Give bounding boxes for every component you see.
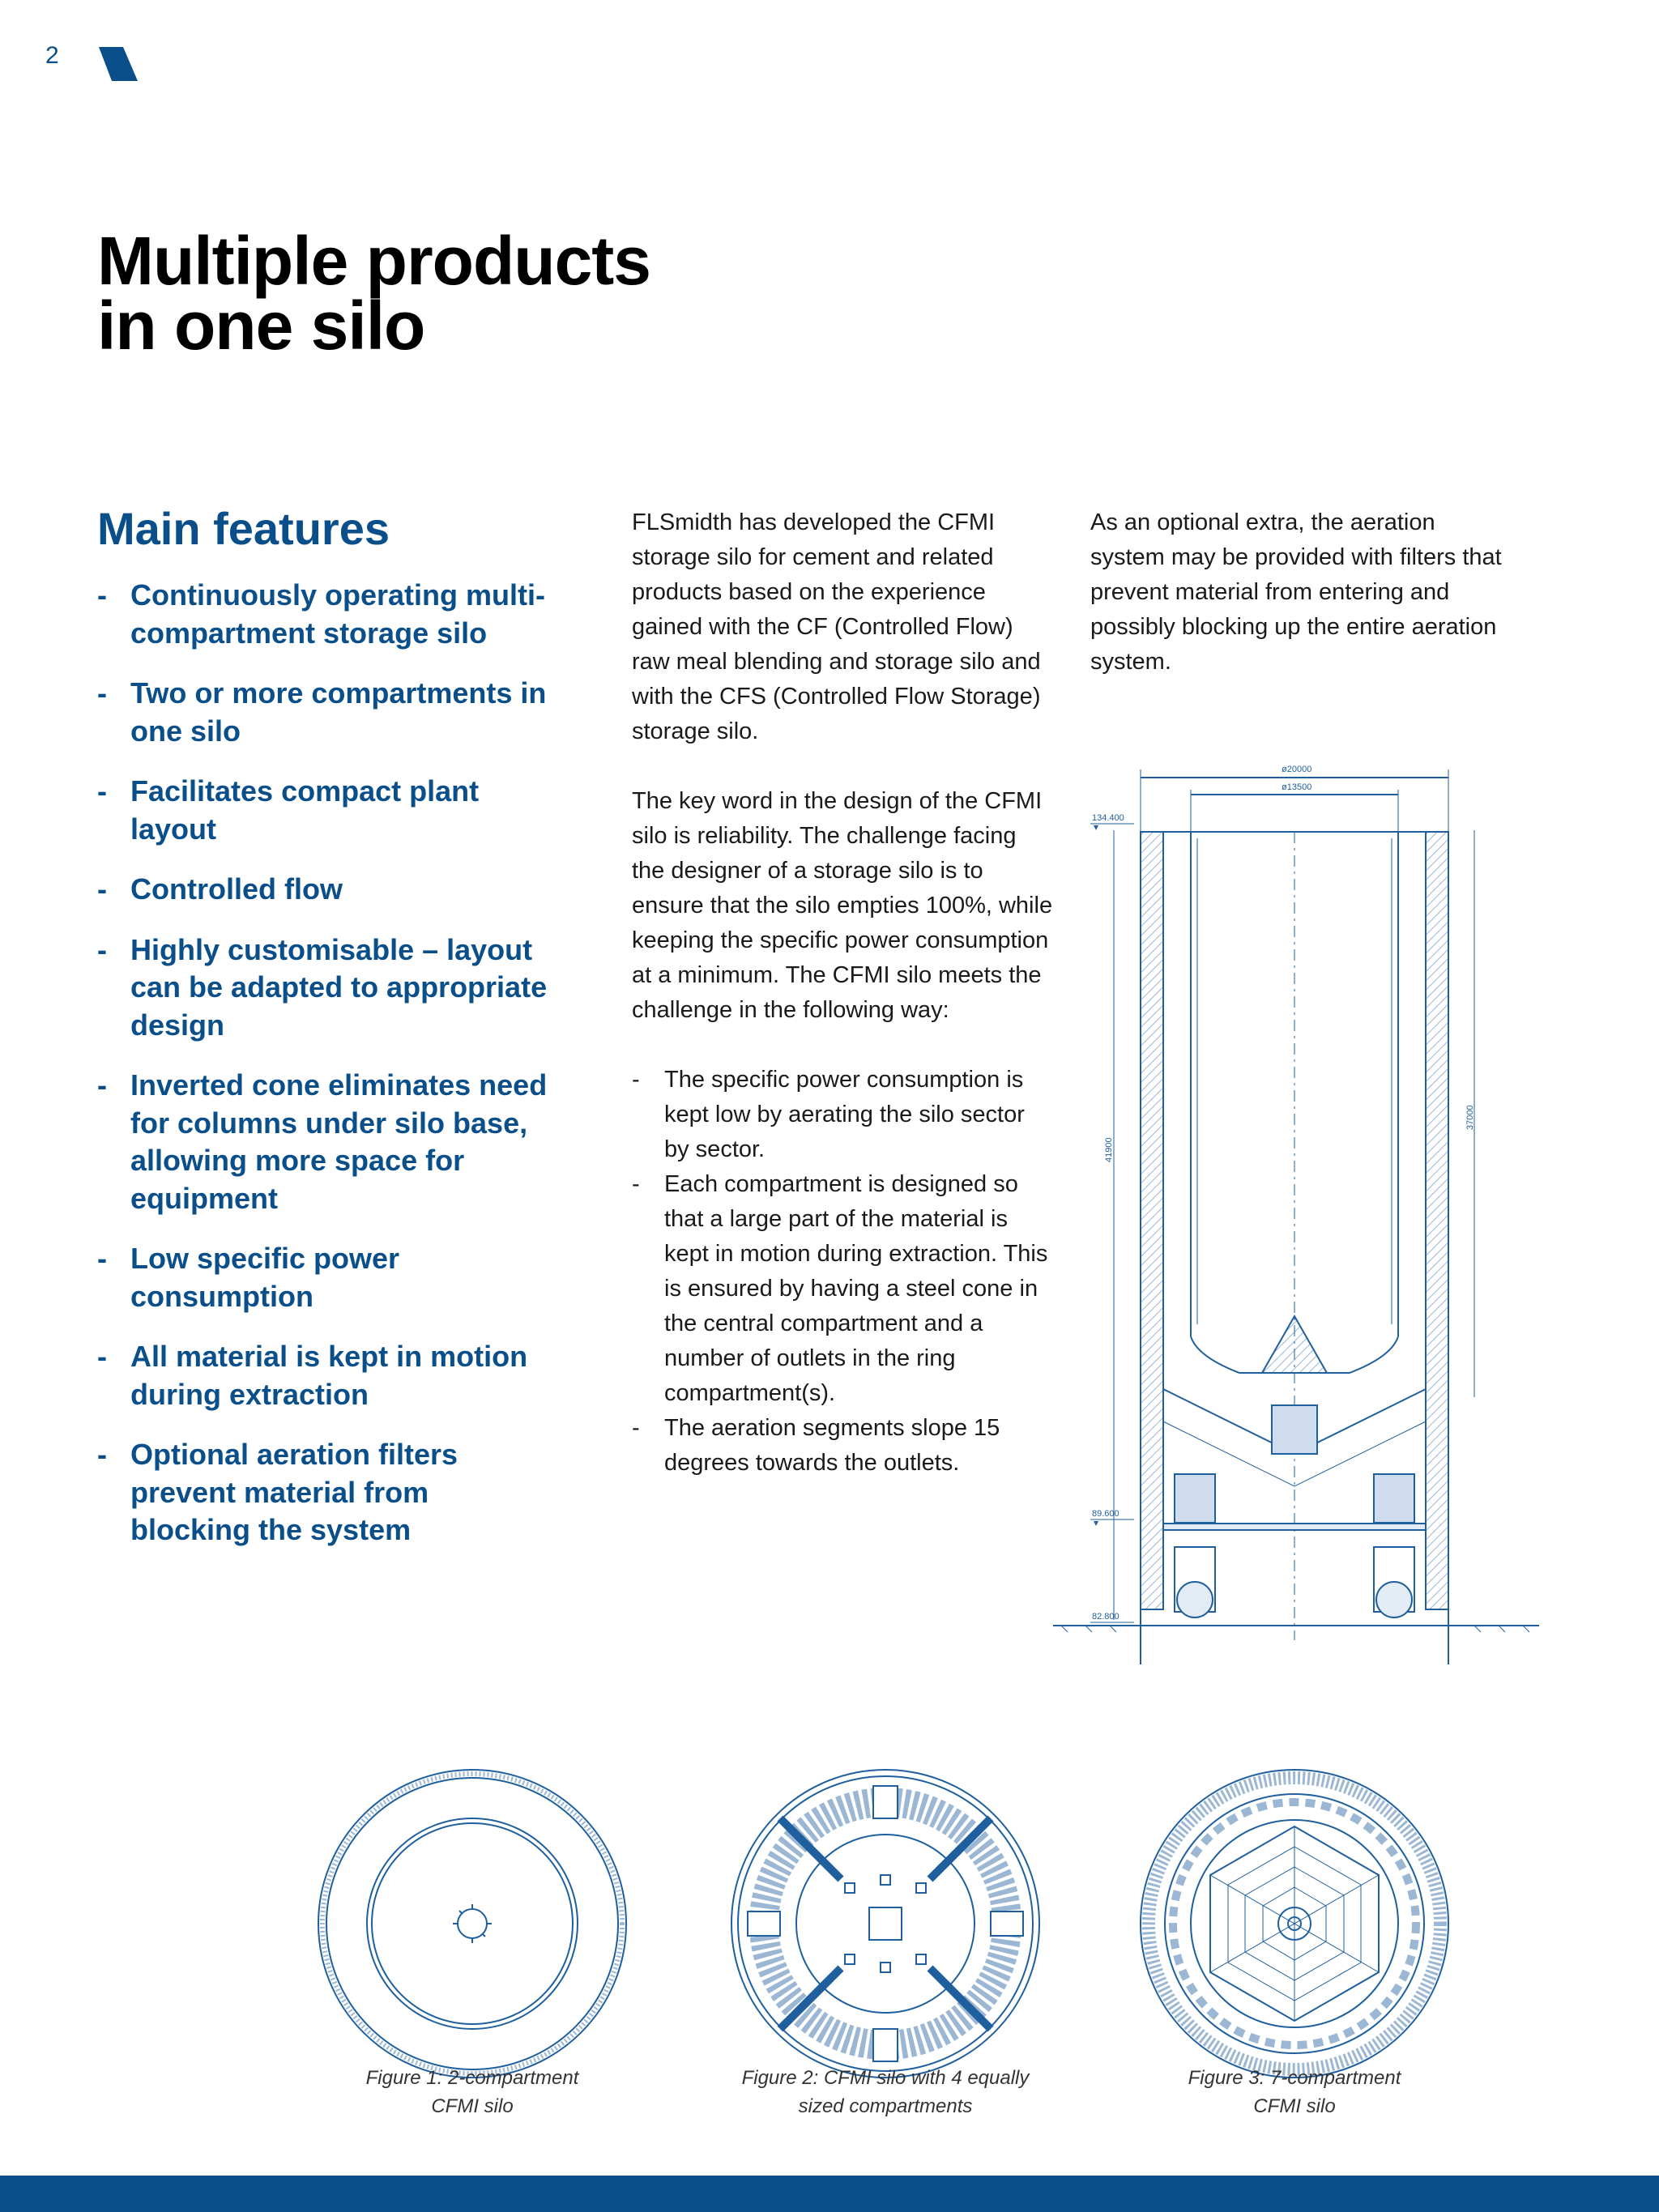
figure-3-caption-line-1: Figure 3: 7-compartment bbox=[1188, 2067, 1401, 2089]
feature-item: - All material is kept in motion during extraction bbox=[97, 1338, 551, 1413]
level-base: 82.800 bbox=[1092, 1612, 1120, 1622]
page-number: 2 bbox=[45, 42, 59, 69]
feature-item: - Low specific power consumption bbox=[97, 1240, 551, 1315]
dim-outer-diameter: ø20000 bbox=[1282, 765, 1312, 774]
page-title-line-1: Multiple products bbox=[97, 223, 650, 299]
figure-2-caption bbox=[715, 2064, 1056, 2120]
body-column-right bbox=[1090, 505, 1512, 714]
page-title bbox=[97, 223, 650, 364]
feature-item: - Facilitates compact plant layout bbox=[97, 773, 551, 848]
feature-item: - Optional aeration filters prevent material from blocking the system bbox=[97, 1436, 551, 1549]
dim-inner-height: 37000 bbox=[1465, 1105, 1475, 1130]
body-bullet: - The aeration segments slope 15 degrees towards the outlets. bbox=[632, 1411, 1053, 1481]
figure-1-plan-drawing bbox=[310, 1762, 634, 2086]
dim-inner-diameter: ø13500 bbox=[1282, 782, 1312, 792]
figure-1-caption-line-2: CFMI silo bbox=[431, 2095, 514, 2117]
body-bullet: - Each compartment is designed so that a large part of the material is kept in motion during extraction. This is ensured by having a steel cone in the central compartment and a number of outlets in the ring compartment(s). bbox=[632, 1167, 1053, 1411]
silo-section-drawing bbox=[1053, 757, 1539, 1664]
body-paragraph: FLSmidth has developed the CFMI storage silo for cement and related products based on the experience gained with the CF (Controlled Flow) raw meal blending and storage silo and with the CFS (Controlled Flow Storage) storage silo. bbox=[632, 509, 1041, 744]
level-top: 134.400 bbox=[1092, 813, 1124, 823]
figure-1-caption bbox=[302, 2064, 642, 2120]
feature-item: - Two or more compartments in one silo bbox=[97, 675, 551, 750]
figure-1-caption-line-1: Figure 1: 2-compartment bbox=[365, 2067, 579, 2089]
body-bullet-list bbox=[632, 1063, 1053, 1481]
body-paragraph: As an optional extra, the aeration system may be provided with filters that prevent material from entering and possibly blocking up the entire aeration system. bbox=[1090, 509, 1502, 675]
figure-2-caption-line-1: Figure 2: CFMI silo with 4 equally bbox=[741, 2067, 1030, 2089]
features-heading: Main features bbox=[97, 503, 390, 554]
body-paragraph: The key word in the design of the CFMI silo is reliability. The challenge facing the designer of a storage silo is to ensure that the silo empties 100%, while keeping the specific power consumption at a minimum. The CFMI silo meets the challenge in the following way: bbox=[632, 788, 1053, 1023]
features-list bbox=[97, 577, 551, 1572]
dim-total-height: 41900 bbox=[1104, 1137, 1114, 1162]
level-mid: 89.600 bbox=[1092, 1509, 1120, 1519]
figure-2-caption-line-2: sized compartments bbox=[798, 2095, 973, 2117]
figure-3-plan-drawing bbox=[1132, 1762, 1456, 2086]
brand-logo-icon bbox=[99, 47, 138, 81]
figure-2-plan-drawing bbox=[723, 1762, 1047, 2086]
footer-bar bbox=[0, 2176, 1659, 2212]
feature-item: - Highly customisable – layout can be adapted to appropriate design bbox=[97, 931, 551, 1045]
body-bullet: - The specific power consumption is kept low by aerating the silo sector by sector. bbox=[632, 1063, 1053, 1167]
feature-item: - Continuously operating multi-compartment storage silo bbox=[97, 577, 551, 652]
figure-3-caption bbox=[1124, 2064, 1465, 2120]
body-column-middle bbox=[632, 505, 1053, 1481]
figure-3-caption-line-2: CFMI silo bbox=[1253, 2095, 1336, 2117]
feature-item: - Inverted cone eliminates need for columns under silo base, allowing more space for equipment bbox=[97, 1067, 551, 1217]
feature-item: - Controlled flow bbox=[97, 871, 551, 909]
page-title-line-2: in one silo bbox=[97, 288, 425, 364]
